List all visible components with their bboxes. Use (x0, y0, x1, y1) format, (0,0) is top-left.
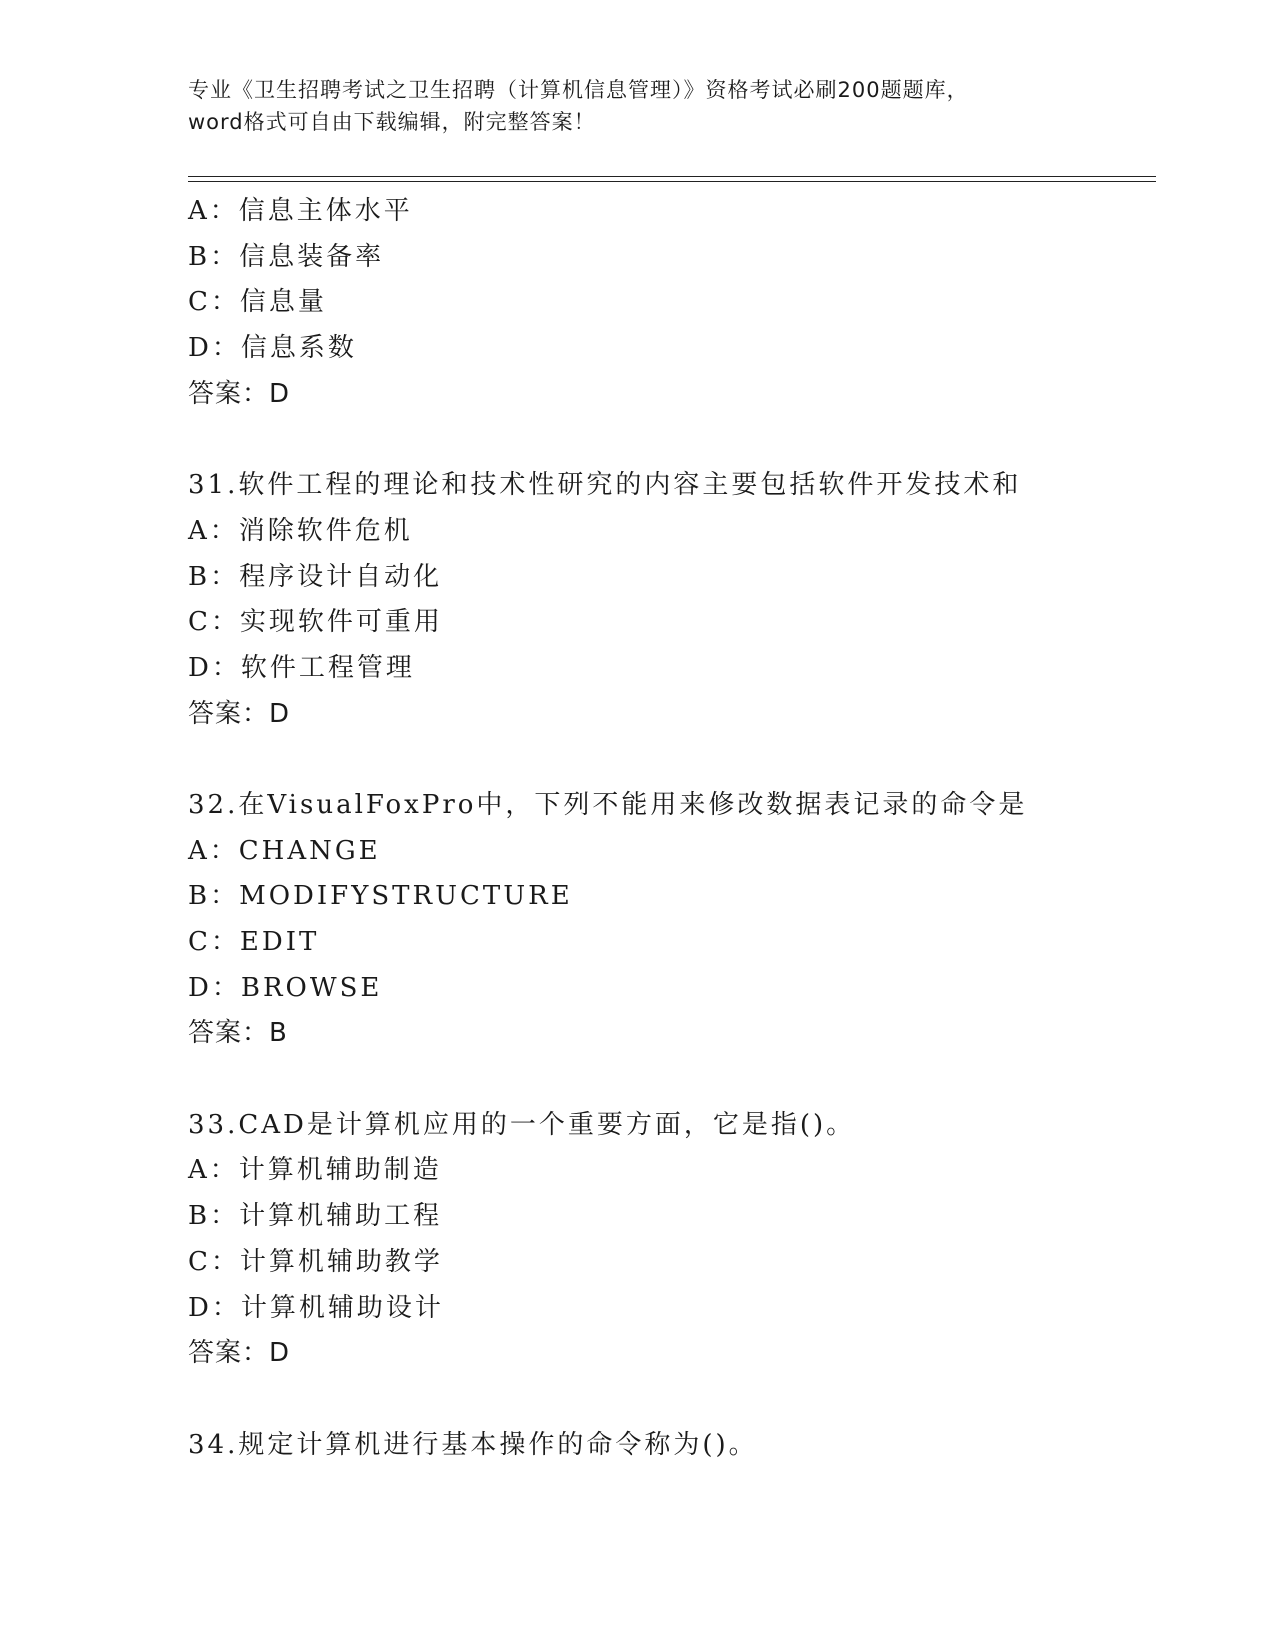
header-divider-bottom (188, 181, 1156, 182)
option-b: B：计算机辅助工程 (188, 1201, 443, 1232)
question-block-31 (188, 463, 1168, 737)
option-c: C：计算机辅助教学 (188, 1246, 443, 1277)
spacer (188, 737, 1168, 783)
question-block-34 (188, 1423, 1168, 1469)
question-block-33 (188, 1103, 1168, 1377)
option-b: B：MODIFYSTRUCTURE (188, 881, 573, 912)
option-a: A：CHANGE (188, 835, 381, 866)
option-d: D：BROWSE (188, 972, 383, 1003)
question-stem: 34.规定计算机进行基本操作的命令称为()。 (188, 1429, 758, 1460)
document-header (188, 74, 1088, 138)
spacer (188, 417, 1168, 463)
option-c: C：EDIT (188, 927, 320, 957)
option-d: D：信息系数 (188, 333, 357, 364)
spacer (188, 1377, 1168, 1423)
answer-line: 答案：D (188, 698, 291, 729)
header-divider-top (188, 176, 1156, 177)
answer-line: 答案：D (188, 378, 291, 409)
option-d: D：计算机辅助设计 (188, 1292, 444, 1323)
option-b: B：信息装备率 (188, 241, 385, 272)
header-line-1: 专业《卫生招聘考试之卫生招聘（计算机信息管理）》资格考试必刷200题题库， (188, 78, 969, 102)
question-stem: 32.在VisualFoxPro中，下列不能用来修改数据表记录的命令是 (188, 789, 1028, 820)
option-c: C：信息量 (188, 287, 327, 318)
question-stem: 33.CAD是计算机应用的一个重要方面，它是指()。 (188, 1109, 856, 1140)
answer-line: 答案：B (188, 1018, 288, 1049)
option-a: A：消除软件危机 (188, 515, 413, 546)
spacer (188, 1057, 1168, 1103)
option-a: A：计算机辅助制造 (188, 1155, 442, 1186)
option-c: C：实现软件可重用 (188, 607, 443, 638)
option-a: A：信息主体水平 (188, 196, 413, 226)
question-list (188, 189, 1168, 1468)
question-block-30 (188, 189, 1168, 417)
question-block-32 (188, 783, 1168, 1057)
option-b: B：程序设计自动化 (188, 561, 443, 592)
option-d: D：软件工程管理 (188, 652, 415, 683)
answer-line: 答案：D (188, 1338, 291, 1369)
header-line-2: word格式可自由下载编辑，附完整答案！ (188, 110, 596, 134)
question-stem: 31.软件工程的理论和技术性研究的内容主要包括软件开发技术和 (188, 470, 1022, 501)
